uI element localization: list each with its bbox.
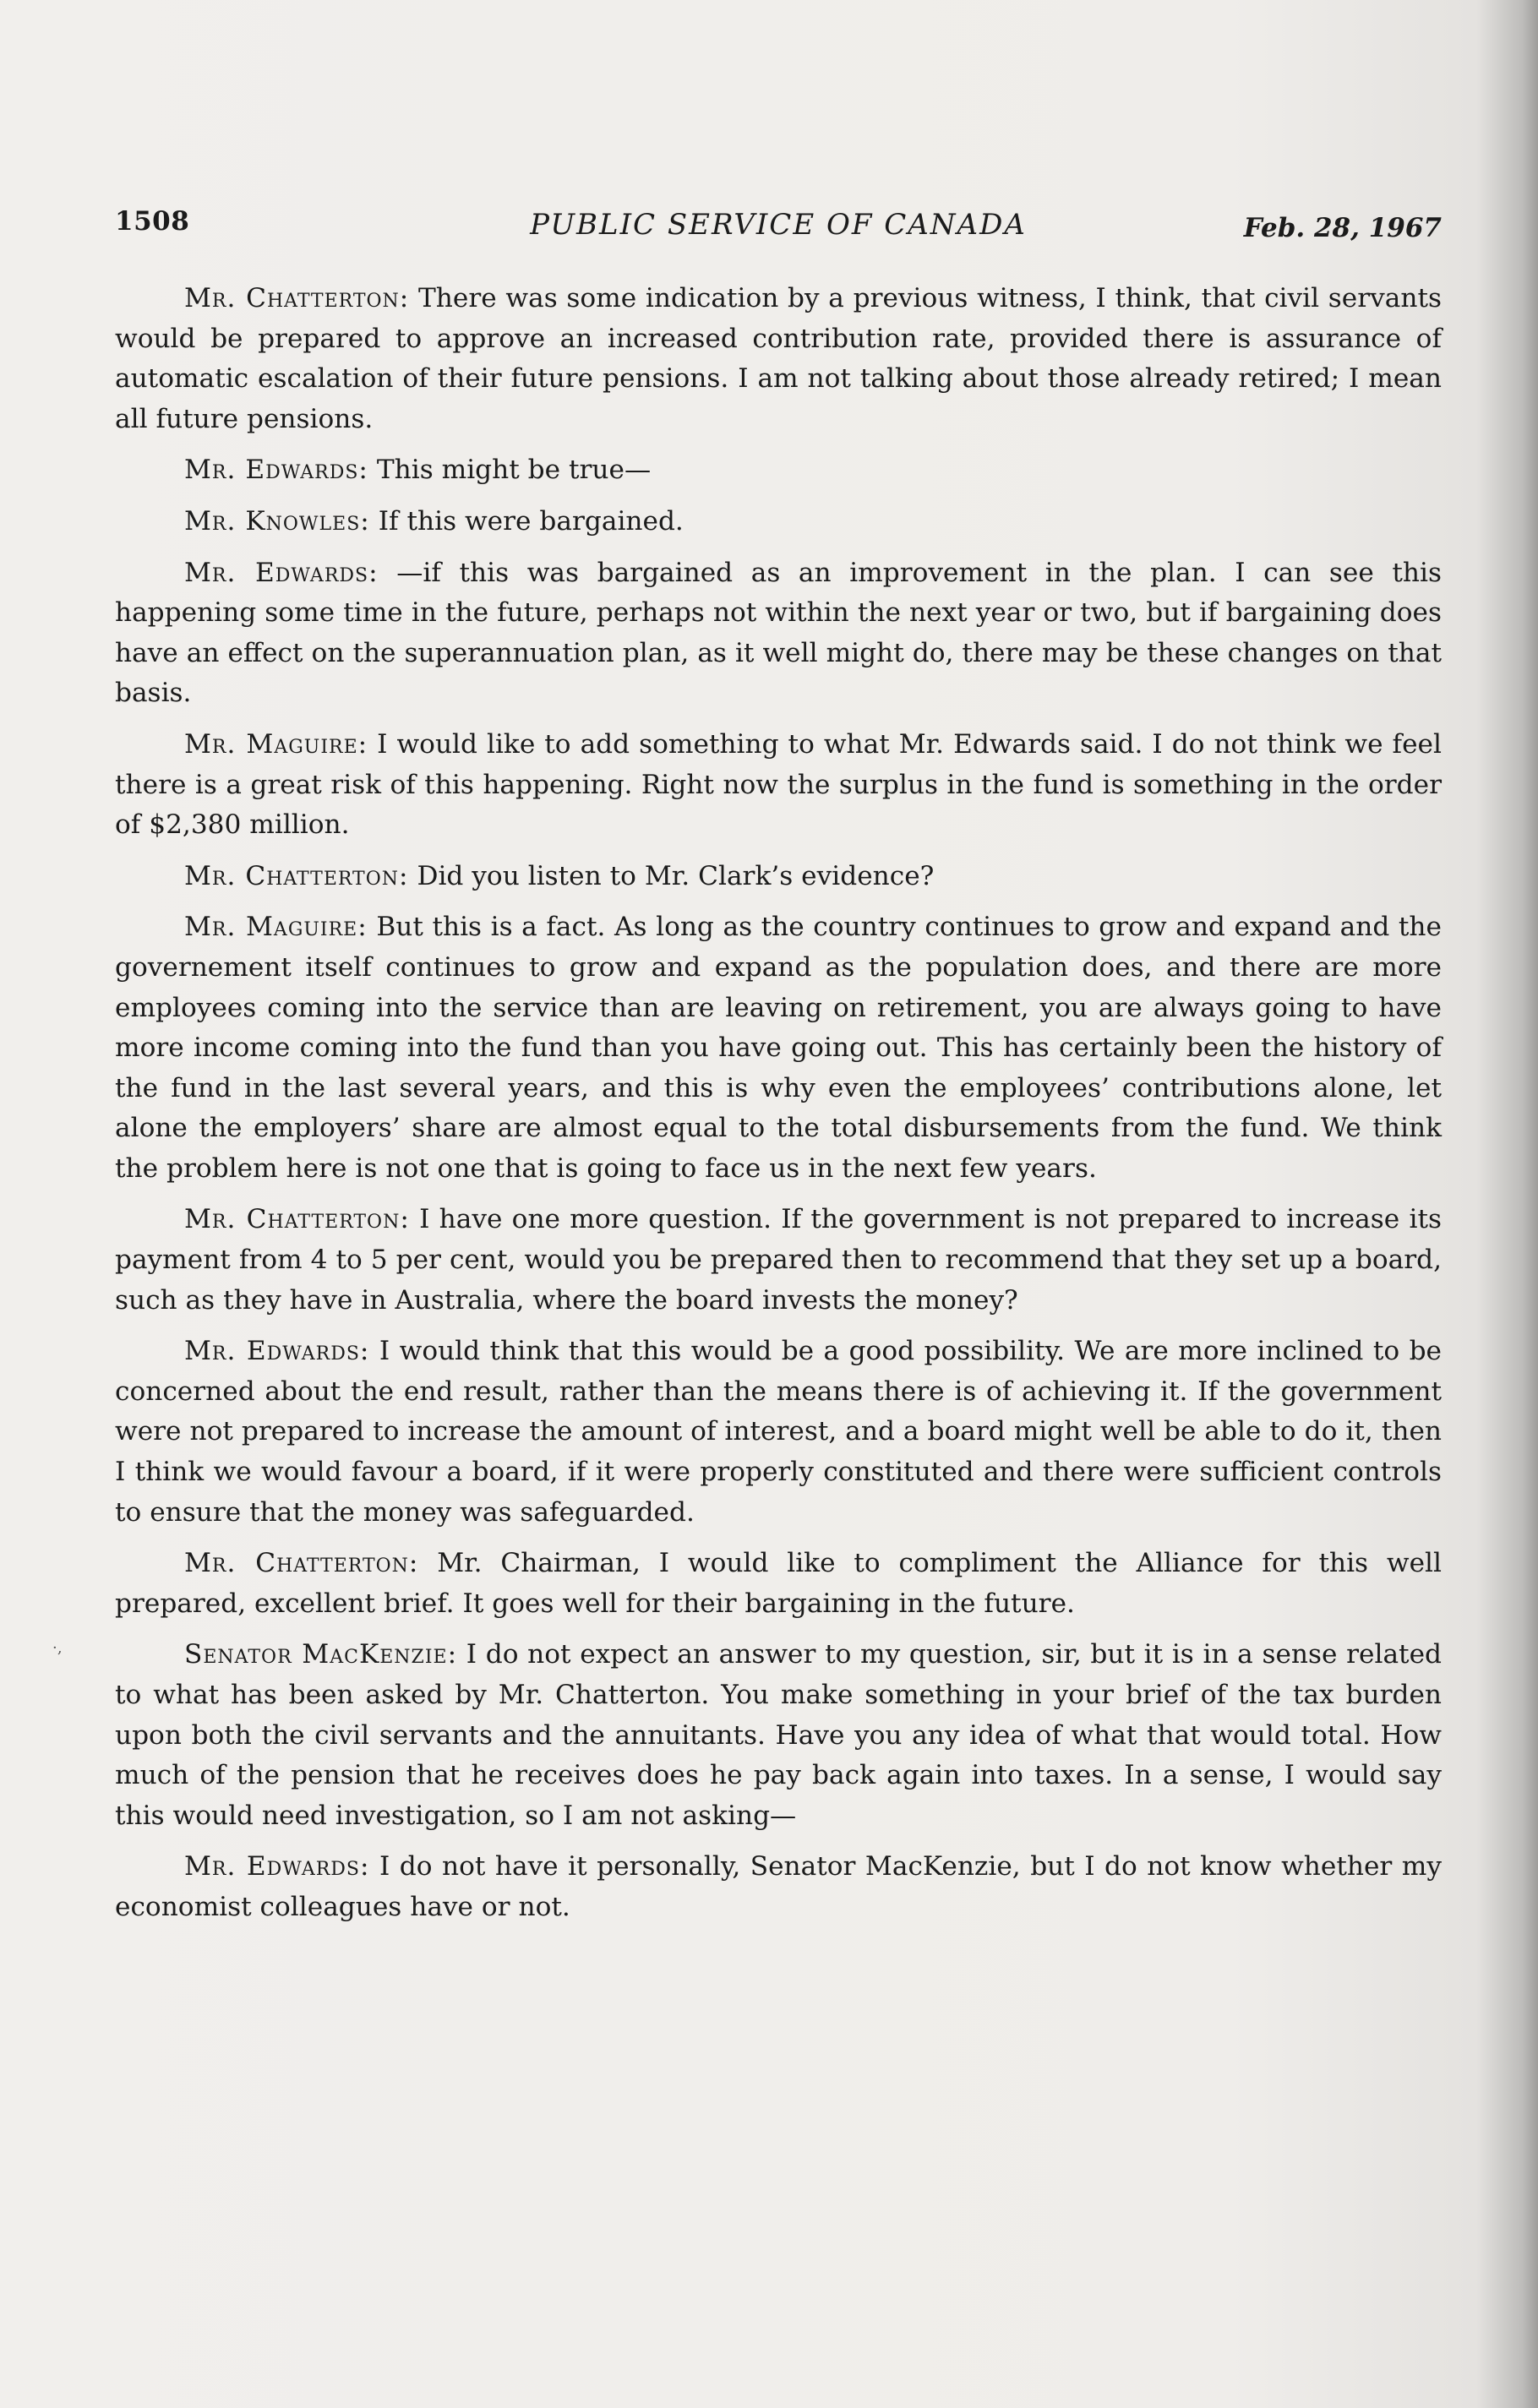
transcript-paragraph	[115, 1847, 1442, 1927]
transcript-paragraph	[115, 725, 1442, 846]
speaker-name: Mr. Edwards:	[184, 1851, 370, 1882]
transcript-paragraph	[115, 553, 1442, 714]
speech-text: I would like to add something to what Mr. Edwards said. I do not think we feel there is a great risk of this happening. Right now the surplus in the fund is something in the order of $2,380 million.	[115, 728, 1442, 841]
speech-text: But this is a fact. As long as the country continues to grow and expand and the governement itself continues to grow and expand as the population does, and there are more employees coming into the service than are leaving on retirement, you are always going to have more income coming into the fund than you have going out. This has certainly been the history of the fund in the last several years, and this is why even the employees’ contributions alone, let alone the employers’ share are almost equal to the total disbursements from the fund. We think the problem here is not one that is going to face us in the next few years.	[115, 912, 1442, 1184]
transcript-paragraph	[115, 1635, 1442, 1836]
transcript-paragraph	[115, 502, 1442, 542]
speaker-name: Mr. Knowles:	[184, 505, 370, 537]
transcript-paragraph	[115, 279, 1442, 439]
speaker-name: Mr. Chatterton:	[184, 1204, 410, 1235]
transcript-paragraph	[115, 857, 1442, 897]
speaker-name: Mr. Chatterton:	[184, 860, 409, 891]
speech-text: —if this was bargained as an improvement in the plan. I can see this happening some time in the future, perhaps not within the next year or two, but if bargaining does have an effect on the superannuation plan, as it well might do, there may be these changes on that basis.	[115, 557, 1442, 709]
speaker-name: Mr. Edwards:	[184, 557, 379, 588]
running-title: PUBLIC SERVICE OF CANADA	[530, 208, 1027, 242]
speaker-name: Mr. Chatterton:	[184, 1548, 419, 1579]
page-number: 1508	[115, 206, 190, 237]
transcript-body	[115, 279, 1442, 1939]
speaker-name: Mr. Edwards:	[184, 1336, 370, 1367]
speech-text: If this were bargained.	[369, 505, 684, 537]
speech-text: I would think that this would be a good possibility. We are more inclined to be concerned about the end result, rather than the means there is of achieving it. If the government were not prepared to increase the amount of interest, and a board might well be able to do it, then I think we would favour a board, if it were properly constituted and there were sufficient controls to ensure that the money was safeguarded.	[115, 1336, 1442, 1528]
transcript-paragraph	[115, 450, 1442, 491]
speech-text: I do not expect an answer to my question, sir, but it is in a sense related to what has been asked by Mr. Chatterton. You make something in your brief of the tax burden upon both the civil servants and the annuitants. Have you any idea of what that would total. How much of the pension that he receives does he pay back again into taxes. In a sense, I would say this would need investigation, so I am not asking—	[115, 1639, 1442, 1831]
speech-text: Did you listen to Mr. Clark’s evidence?	[408, 860, 935, 891]
transcript-paragraph	[115, 907, 1442, 1189]
speaker-name: Senator MacKenzie:	[184, 1639, 458, 1670]
speech-text: This might be true—	[368, 455, 652, 486]
speech-text: I do not have it personally, Senator MacKenzie, but I do not know whether my economist colleagues have or not.	[115, 1851, 1442, 1922]
speaker-name: Mr. Maguire:	[184, 912, 368, 943]
running-header	[115, 201, 1442, 252]
transcript-paragraph	[115, 1544, 1442, 1624]
speaker-name: Mr. Maguire:	[184, 728, 368, 760]
speech-text: There was some indication by a previous witness, I think, that civil servants would be prepared to approve an increased contribution rate, provided there is assurance of automatic escalation of their future pensions. I am not talking about those already retired; I mean all future pensions.	[115, 283, 1442, 434]
margin-mark: ·‚	[52, 1639, 63, 1657]
speaker-name: Mr. Chatterton:	[184, 283, 410, 313]
transcript-paragraph	[115, 1200, 1442, 1321]
speech-text: Mr. Chairman, I would like to compliment the Alliance for this well prepared, excellent brief. It goes well for their bargaining in the future.	[115, 1548, 1442, 1619]
transcript-paragraph	[115, 1332, 1442, 1533]
speech-text: I have one more question. If the government is not prepared to increase its payment from 4 to 5 per cent, would you be prepared then to recommend that they set up a board, such as they have in Australia, where the board invests the money?	[115, 1204, 1442, 1316]
speaker-name: Mr. Edwards:	[184, 455, 368, 486]
header-date: Feb. 28, 1967	[1243, 213, 1442, 243]
